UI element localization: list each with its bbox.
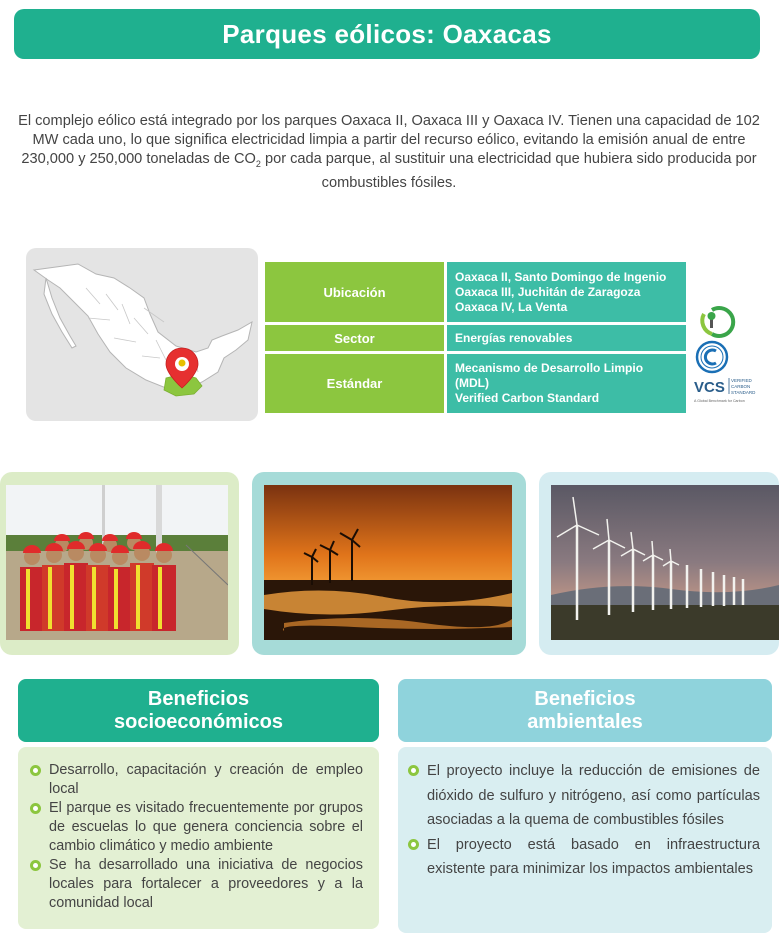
photo-sunset	[264, 485, 512, 640]
list-item	[30, 799, 363, 856]
title-banner	[14, 9, 760, 59]
value-line: Energías renovables	[455, 330, 573, 345]
co2-subscript: 2	[255, 158, 261, 169]
list-item	[408, 833, 760, 882]
bullet-icon	[30, 860, 41, 871]
cdm-logo-icon	[697, 342, 727, 372]
value-line: Oaxaca II, Santo Domingo de Ingenio	[455, 269, 667, 284]
env-title-line1: Beneficios	[534, 687, 636, 710]
certification-logos-graphic	[692, 300, 764, 410]
photo-windfarm	[551, 485, 779, 640]
env-benefits-header	[398, 679, 772, 742]
env-benefits-box	[398, 747, 772, 933]
certification-logos	[692, 300, 764, 410]
socio-title-line1: Beneficios	[147, 687, 250, 710]
sunset-photo-illustration	[264, 485, 512, 640]
intro-text-end: por cada parque, al sustituir una electricidad que hubiera sido producida por combustibles fósiles.	[260, 151, 757, 191]
socio-benefits-header	[18, 679, 379, 742]
row-label: Ubicación	[265, 262, 444, 322]
project-info-table	[265, 262, 686, 416]
row-value	[447, 262, 686, 322]
value-line: Mecanismo de Desarrollo Limpio (MDL)	[455, 361, 644, 390]
photo-workers	[6, 485, 228, 640]
list-item-text: El parque es visitado frecuentemente por grupos de escuelas lo que genera conciencia sobre el cambio climático y medio ambiente	[49, 800, 363, 854]
vcs-tagline: A Global Benchmark for Carbon	[694, 399, 745, 403]
vcs-side-1: VERIFIED	[731, 378, 752, 383]
list-item-text: El proyecto incluye la reducción de emisiones de dióxido de sulfuro y nitrógeno, así como partículas asociadas a la quema de combustibles fósiles	[427, 763, 760, 828]
row-value	[447, 354, 686, 413]
env-benefits-list	[408, 759, 760, 882]
photo-frame-windfarm	[539, 472, 779, 655]
value-line: Verified Carbon Standard	[455, 391, 600, 405]
vcs-logo-icon	[694, 378, 756, 403]
recycle-tree-icon	[702, 308, 733, 336]
row-label: Sector	[265, 325, 444, 351]
mexico-map	[26, 248, 258, 421]
value-line: Oaxaca IV, La Venta	[455, 299, 568, 314]
bullet-icon	[408, 765, 419, 776]
list-item-text: El proyecto está basado en infraestructura existente para minimizar los impactos ambientales	[427, 836, 760, 877]
row-label: Estándar	[265, 354, 444, 413]
photo-frame-workers	[0, 472, 239, 655]
row-value	[447, 325, 686, 351]
table-row-estandar	[265, 354, 686, 413]
table-row-ubicacion	[265, 262, 686, 322]
socio-title-line2: socioeconómicos	[114, 710, 283, 733]
list-item-text: Se ha desarrollado una iniciativa de negocios locales para fortalecer a proveedores y a la comunidad local	[49, 857, 363, 911]
vcs-side-3: STANDARD	[731, 390, 756, 395]
table-row-sector	[265, 325, 686, 351]
value-line: Oaxaca III, Juchitán de Zaragoza	[455, 284, 641, 299]
intro-text: El complejo eólico está integrado por los parques Oaxaca II, Oaxaca III y Oaxaca IV. Tienen una capacidad de 102 MW cada uno, lo que significa electricidad limpia a partir del recurso eólico, evitando la emisión anual de entre 230,000 y 250,000 toneladas de CO	[18, 113, 760, 167]
list-item	[408, 759, 760, 833]
list-item	[30, 761, 363, 799]
bullet-icon	[30, 765, 41, 776]
mexico-map-icon	[26, 248, 258, 421]
vcs-text: VCS	[694, 379, 725, 396]
intro-paragraph	[18, 112, 760, 193]
page-title: Parques eólicos: Oaxacas	[222, 18, 552, 49]
vcs-side-2: CARBON	[731, 384, 751, 389]
windfarm-photo-illustration	[551, 485, 779, 640]
env-title-line2: ambientales	[527, 710, 643, 733]
workers-photo-illustration	[6, 485, 228, 640]
list-item	[30, 856, 363, 913]
socio-benefits-box	[18, 747, 379, 929]
photo-frame-sunset	[252, 472, 526, 655]
list-item-text: Desarrollo, capacitación y creación de empleo local	[49, 762, 363, 797]
bullet-icon	[408, 839, 419, 850]
socio-benefits-list	[30, 761, 363, 913]
bullet-icon	[30, 803, 41, 814]
